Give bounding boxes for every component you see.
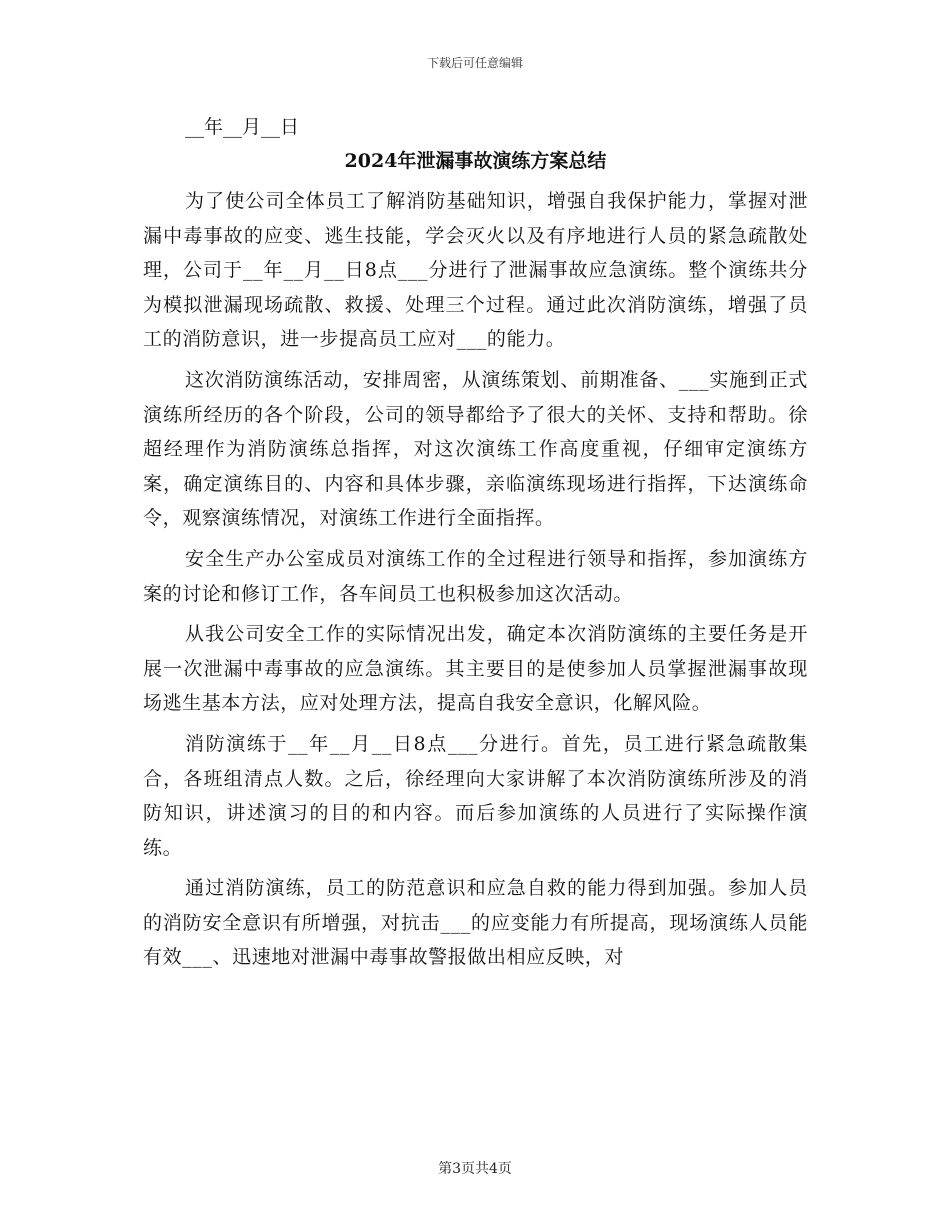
- paragraph-1: 为了使公司全体员工了解消防基础知识，增强自我保护能力，掌握对泄漏中毒事故的应变、逃生技能，学会灭火以及有序地进行人员的紧急疏散处理，公司于__年__月__日8点___分进行了泄漏事故应急演练。整个演练共分为模拟泄漏现场疏散、救援、处理三个过程。通过此次消防演练，增强了员工的消防意识，进一步提高员工应对___的能力。: [143, 190, 808, 351]
- paragraph-3: 安全生产办公室成员对演练工作的全过程进行领导和指挥，参加演练方案的讨论和修订工作，各车间员工也积极参加这次活动。: [143, 547, 808, 605]
- paragraph-2: 这次消防演练活动，安排周密，从演练策划、前期准备、___实施到正式演练所经历的各个阶段，公司的领导都给予了很大的关怀、支持和帮助。徐超经理作为消防演练总指挥，对这次演练工作高度重视，仔细审定演练方案，确定演练目的、内容和具体步骤，亲临演练现场进行指挥，下达演练命令，观察演练情况，对演练工作进行全面指挥。: [143, 368, 808, 530]
- paragraph-4: 从我公司安全工作的实际情况出发，确定本次消防演练的主要任务是开展一次泄漏中毒事故的应急演练。其主要目的是使参加人员掌握泄漏事故现场逃生基本方法，应对处理方法，提高自我安全意识，化解风险。: [143, 623, 808, 715]
- document-title: 2024年泄漏事故演练方案总结: [344, 150, 607, 172]
- document-body: [143, 112, 808, 981]
- page-header-note: 下载后可任意编辑: [426, 56, 523, 70]
- page-number: 第3页共4页: [438, 1161, 512, 1177]
- paragraph-5: 消防演练于__年__月__日8点___分进行。首先，员工进行紧急疏散集合，各班组清点人数。之后，徐经理向大家讲解了本次消防演练所涉及的消防知识，讲述演习的目的和内容。而后参加演练的人员进行了实际操作演练。: [143, 732, 808, 859]
- paragraph-6: 通过消防演练，员工的防范意识和应急自救的能力得到加强。参加人员的消防安全意识有所增强，对抗击___的应变能力有所提高，现场演练人员能有效___、迅速地对泄漏中毒事故警报做出相应反映，对: [143, 877, 808, 969]
- date-line: __年__月__日: [185, 116, 300, 138]
